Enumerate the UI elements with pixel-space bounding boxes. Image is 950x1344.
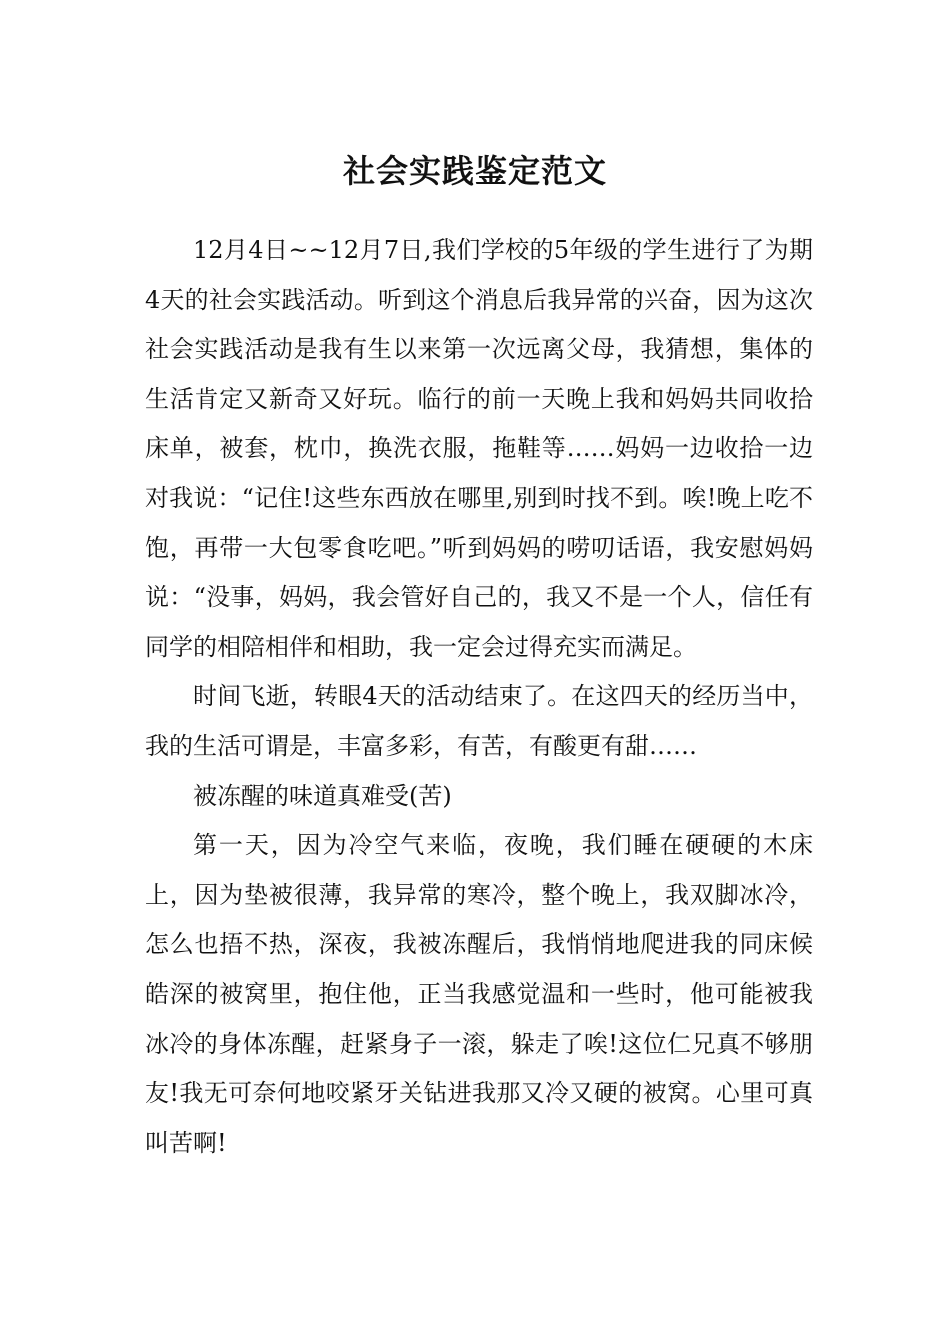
document-title: 社会实践鉴定范文 [342,152,607,191]
paragraph-intro: 12月4日~~12月7日,我们学校的5年级的学生进行了为期4天的社会实践活动。听到这个消息后我异常的兴奋，因为这次社会实践活动是我有生以来第一次远离父母，我猜想，集体的生活肯定又新奇又好玩。临行的前一天晚上我和妈妈共同收拾床单，被套，枕巾，换洗衣服，拖鞋等……妈妈一边收拾一边对我说：“记住!这些东西放在哪里,别到时找不到。唉!晚上吃不饱，再带一大包零食吃吧。”听到妈妈的唠叨话语，我安慰妈妈说：“没事，妈妈，我会管好自己的，我又不是一个人，信任有同学的相陪相伴和相助，我一定会过得充实而满足。 [145,236,813,661]
document-body [145,226,813,1168]
section-heading-cold: 被冻醒的味道真难受(苦) [193,781,452,810]
paragraph-day-one: 第一天，因为冷空气来临，夜晚，我们睡在硬硬的木床上，因为垫被很薄，我异常的寒冷，整个晚上，我双脚冰冷，怎么也捂不热，深夜，我被冻醒后，我悄悄地爬进我的同床候皓深的被窝里，抱住他，正当我感觉温和一些时，他可能被我冰冷的身体冻醒，赶紧身子一滚，躲走了唉!这位仁兄真不够朋友!我无可奈何地咬紧牙关钻进我那又冷又硬的被窝。心里可真叫苦啊! [145,831,813,1157]
paragraph-summary: 时间飞逝，转眼4天的活动结束了。在这四天的经历当中，我的生活可谓是，丰富多彩，有苦，有酸更有甜…… [145,682,813,760]
